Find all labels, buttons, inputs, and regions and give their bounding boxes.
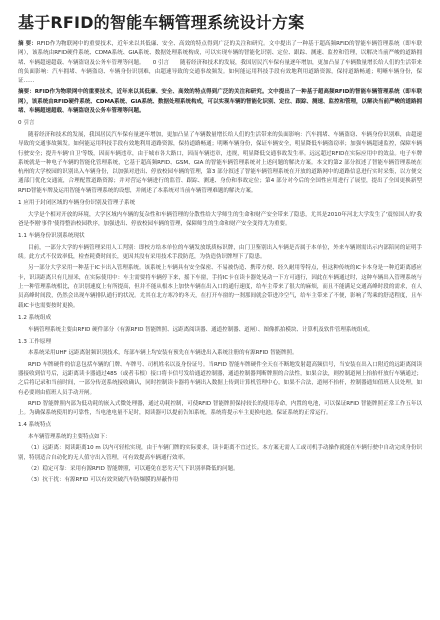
abstract-text: RFID作为物联网中的重要技术，近年来以其低廉、安全、高效的特点得到广泛的关注和研究。文中提出了一种基于超高频RFID的智能车辆管理系统（即车联网），该系统由RFID硬件系统、CDMA系统、GIA系统、数据处理系统构成，可以实现车辆的智能化识别、定位、跟踪、测速、监控和管理，以解决当前严峻的道路拥堵、车辆超速超载、车辆盗窃及公务车管理等问题。 0 引言 随着经济和技术的发展，我国居民汽车保有量逐年增加，更加凸显了车辆数量增长给人们的生活带来的负面影响：汽车拥堵、车辆盗窃、车辆身份识别难，由超速导致的交通事故频发。如何能运用科技手段有效地利用道路资源，保持道路畅通；明晰车辆身份，保证……	[18, 41, 423, 85]
section-1-heading: 1 应用于封闭区域的车辆身份识别及管理子系统	[18, 200, 136, 207]
section-1-1-text-1: 目前，一部分大学的车辆管理采用人工判别：即校方给本单位的车辆发放纸质标识牌，由门卫鉴别出入车辆是否属于本单位，外来车辆则需出示内部陪同的证明手续。此方式不仅效率低，检查耗费时间长，更因其没有采用技术手段防范，为伪造伪识牌埋下了隐患。	[18, 244, 422, 261]
section-1-2-heading: 1.2 系统组成	[18, 314, 52, 321]
section-0-text: 随着经济和技术的发展，我国居民汽车保有量逐年增加，更加凸显了车辆数量增长给人们的生活带来的负面影响：汽车拥堵、车辆盗窃、车辆身份识别难，由超速导致的交通事故频发。如何能运用科技手段有效地利用道路资源，保持道路畅通；明晰车辆身份，保证车辆安全，明显降低车辆盗窃率；加强车辆超速监控，保障车辆行驶安全；提升车辆'自卫'等级，因而车辆违章，由于城市各大路口，因而车辆违章，违规，明显降低交通事故发生率。远远超过RFID在实际应用中的效益。电子车牌系统就是一种电子车辆的智能化管理系统，它基于超高频RFID、GSM、GIA 的智能车辆管理系统对上述问题的解决方案。本文的第2 部分叙述了智能车辆管理系统在杭州的大学校园的识别出入车辆身份，以加强对进出、停放校园车辆的管理，第3 部分叙述了智能车辆管理系统在开放的道路网中的道路信息进行实时采集，以方便交通部门优化交通流，合理配置道路资源；并对营运车辆进行的监管、跟踪、测速、身份和事故定位；第4 部分对今后的全国性应用进行了展望，提出了全国更换新型RFID智能车牌及运用智能车辆管理系统的设想，并阐述了本系统对当前车辆管理难题的解决方案。	[18, 131, 422, 194]
section-0-heading: 0 引言	[18, 120, 35, 127]
section-1-1-text-2: 另一部分大学采用一种基于IC卡出入管理系统。该系统上车辆具有安全保密、不易被伪造、携带方便、经久耐用等特点，但这种传统的IC卡本身是一种近距离感应卡，识读距离只有几厘米，在实际使用中：车主需要将车辆停下来，摇下车窗，手持IC卡在读卡器处晃动一下方可通行，因此在车辆通过时，这种车辆出入管理系统与上一种管理系统相比，在识别速度上有所提高，但并不能从根本上加快车辆在出入口的通行速度，给车主带来了很大的麻烦，而且不能满足交通高峰时段的需求，在人员高峰时间段，仍然会出现车辆排队通行的状况。尤其在北方寒冷的冬天，在打开车窗的一刹那间就会带进冷空气，给车主带来了不便，影响了驾乘的舒适程度，且车载IC卡也需要按时更换。	[18, 265, 422, 309]
abstract-label: 摘 要：	[18, 41, 37, 47]
section-1-4-heading: 1.4 系统特点	[18, 422, 52, 429]
section-1-4-text-4: （3）抗干扰：有源RFID 可以有效突破汽车防爆膜的屏蔽作用	[28, 477, 179, 484]
document-title: 基于RFID的智能车辆管理系统设计方案	[18, 13, 305, 32]
section-1-4-text-1: 本车辆管理系统的主要特点如下：	[28, 434, 111, 441]
abstract-paragraph	[18, 40, 422, 86]
section-1-1-heading: 1.1 车辆身份识别系统现状	[18, 233, 85, 240]
abstract-bold-paragraph: 摘要：RFID作为物联网中的重要技术，近年来以其低廉、安全、高效的特点得到广泛的关注和研究。文中提出了一种基于超高频RFID的智能车辆管理系统（即车联网），该系统由RFID硬件系统、CDMA系统、GIA系统、数据处理系统构成，可以实现车辆的智能化识别、定位、跟踪、测速、监控和管理，以解决当前严峻的道路拥堵、车辆超速超载、车辆盗窃及公务车管理等问题。	[18, 89, 423, 115]
section-1-3-text-3: RFID 智能牌照内部为低功耗的嵌入式微处理器，通过功耗控制，可使RFID 智能牌照保持较长的使用寿命，内置的电池，可以保证RFID 智能牌照正常工作五年以上。为确保系统使用的可靠性，当电池电量不足时，阅读器可以提前告知系统，系统将提示车主更换电池，保证系统的正常运行。	[18, 400, 422, 417]
section-1-2-text: 车辆管理系统主要由RFID 硬件部分（有源RFID 智能牌照、远距离阅读器、通道控制器、道闸）、图像抓拍模块、计算机及软件管理系统组成。	[28, 326, 374, 333]
section-1-text: 大学是个相对开放的环境，大学区域内车辆的复杂性和车辆管理的分散性给大学师生的生命和财产安全带来了隐患，尤其是2010年河北大学发生了'震惊国人的'我爸是李刚'事件'使得整治校园秩序，加强进出、停放校园车辆的管理，保障师生的生命和财产安全变得尤为重要。	[18, 211, 422, 227]
section-1-3-text-2: RFID 车牌硬件的信息包括车辆的门牌、车牌号、司机姓名以及身份证号。当RFID 智能车牌硬件全天在不断地发射超高频信号，当安装在出入口附近的远距离阅读器接收到信号后，远距离读卡器通过485（或者韦根）接口将卡信号发给通道控制器，通道控制器判断牌照的合法性，如果合法，则控制道闸上抬抬杆放行车辆通过；之后将记录和当前时间，一部分传送系统接收确认，同时控制读卡器将车辆出入数据上传到计算机管理中心，如果不合法，道闸不抬杆，控制器通知值班人员处理，如有必要则由值班人员手动开闸。	[18, 361, 422, 396]
section-1-3-text-1: 本系统采用UHF 远距离射频识别技术，每部车辆上均安装有预先在车辆进出入系统注册的有源RFID 智能牌照。	[28, 350, 298, 357]
section-1-4-text-3: （2）稳定可靠：采用有源RFID 智能牌照，可以避免在恶劣天气下识别率降低的问题。	[28, 465, 239, 472]
section-1-4-text-2: （1）远距离：阅读距离10 m 以内可轻松实现，由于车辆门牌的实际要求，读卡距离不宜过长。本方案无需人工或司机手动操作就能在车辆行驶中自动完成身份识别，特别适合自动化的无人值守出入管理，可有效提高车辆通行效率。	[18, 445, 422, 461]
section-1-3-heading: 1.3 工作原理	[18, 338, 52, 345]
